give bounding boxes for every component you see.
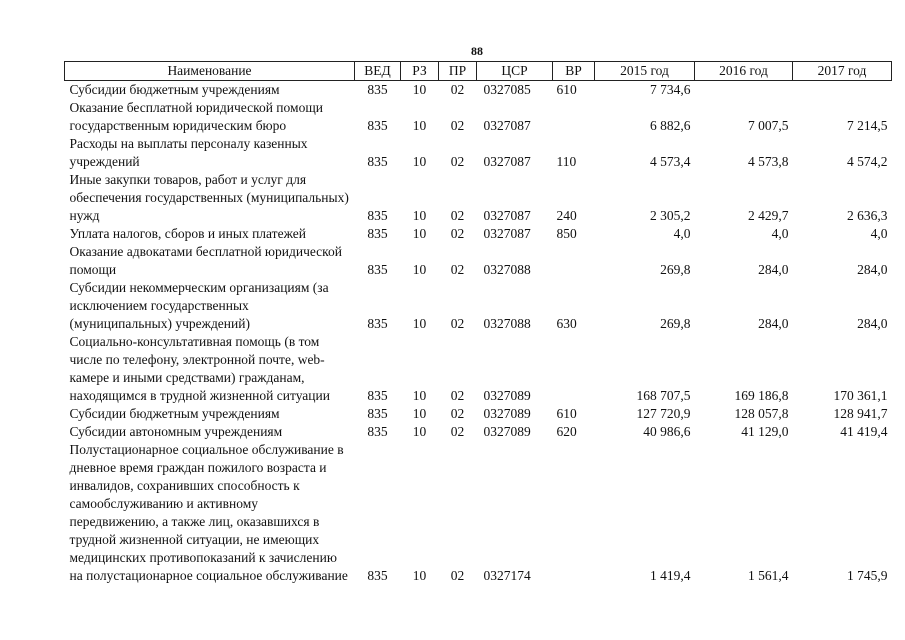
row-vr: 610	[556, 82, 577, 97]
table-row	[65, 135, 892, 171]
row-2016: 41 129,0	[741, 424, 789, 439]
row-ved: 835	[367, 568, 388, 583]
row-name: Субсидии автономным учреждениям	[69, 424, 283, 439]
row-ved: 835	[367, 316, 388, 331]
row-2015: 4,0	[673, 226, 691, 241]
header-2016: 2016 год	[695, 62, 793, 81]
table-row	[65, 171, 892, 225]
row-name: Социально-консультативная помощь (в том числе по телефону, электронной почте, web-камере и иными средствами) гражданам, находящимся в трудной жизненной ситуации	[69, 334, 330, 403]
row-2015: 2 305,2	[650, 208, 691, 223]
row-ved: 835	[367, 406, 388, 421]
row-2017: 4 574,2	[847, 154, 888, 169]
row-pr: 02	[450, 154, 465, 169]
row-name: Субсидии бюджетным учреждениям	[69, 82, 280, 97]
row-2017: 2 636,3	[847, 208, 888, 223]
row-2016	[695, 81, 793, 100]
row-pr: 02	[450, 118, 465, 133]
row-pr: 02	[450, 82, 465, 97]
header-name: Наименование	[65, 62, 355, 81]
row-2015: 269,8	[660, 262, 691, 277]
row-2015: 168 707,5	[636, 388, 691, 403]
row-vr: 110	[556, 154, 577, 169]
row-vr: 850	[556, 226, 577, 241]
row-2017	[793, 81, 892, 100]
table-row	[65, 279, 892, 333]
row-csr: 0327088	[483, 262, 531, 277]
header-pr: ПР	[439, 62, 477, 81]
row-2017: 7 214,5	[847, 118, 888, 133]
row-name: Оказание адвокатами бесплатной юридической помощи	[69, 244, 343, 277]
header-2015: 2015 год	[595, 62, 695, 81]
row-pr: 02	[450, 316, 465, 331]
row-2015: 127 720,9	[636, 406, 691, 421]
row-rz: 10	[412, 118, 427, 133]
row-csr: 0327174	[483, 568, 531, 583]
row-csr: 0327088	[483, 316, 531, 331]
row-2017: 128 941,7	[833, 406, 888, 421]
row-rz: 10	[412, 262, 427, 277]
table-row	[65, 441, 892, 585]
row-name: Субсидии некоммерческим организациям (за исключением государственных (муниципальных) учреждений)	[69, 280, 329, 331]
row-2016: 2 429,7	[748, 208, 789, 223]
table-body	[65, 81, 892, 586]
row-csr: 0327087	[483, 154, 531, 169]
row-rz: 10	[412, 424, 427, 439]
page-number: 88	[471, 44, 483, 58]
row-csr: 0327087	[483, 118, 531, 133]
row-ved: 835	[367, 424, 388, 439]
row-pr: 02	[450, 262, 465, 277]
row-pr: 02	[450, 226, 465, 241]
row-2015: 4 573,4	[650, 154, 691, 169]
row-rz: 10	[412, 208, 427, 223]
row-name: Иные закупки товаров, работ и услуг для обеспечения государственных (муниципальных) нужд	[69, 172, 349, 223]
table-row	[65, 243, 892, 279]
row-pr: 02	[450, 388, 465, 403]
row-vr: 620	[556, 424, 577, 439]
row-ved: 835	[367, 118, 388, 133]
row-name: Оказание бесплатной юридической помощи государственным юридическим бюро	[69, 100, 323, 133]
row-csr: 0327089	[483, 406, 531, 421]
row-vr	[553, 99, 595, 135]
header-ved: ВЕД	[355, 62, 401, 81]
table-row	[65, 405, 892, 423]
row-2017: 284,0	[857, 316, 888, 331]
row-2017: 284,0	[857, 262, 888, 277]
row-name: Полустационарное социальное обслуживание в дневное время граждан пожилого возраста и инвалидов, сохранивших способность к самообслуживанию и активному передвижению, а также лиц, оказавшихся в трудной жизненной ситуации, не имеющих медицинских противопоказаний к зачислению на полустационарное социальное обслуживание	[69, 442, 348, 583]
row-rz: 10	[412, 568, 427, 583]
row-2015: 7 734,6	[650, 82, 691, 97]
row-2015: 6 882,6	[650, 118, 691, 133]
header-vr: ВР	[553, 62, 595, 81]
row-2017: 170 361,1	[833, 388, 888, 403]
table-row	[65, 81, 892, 100]
row-vr: 610	[556, 406, 577, 421]
row-2016: 284,0	[758, 262, 789, 277]
row-ved: 835	[367, 82, 388, 97]
row-2016: 169 186,8	[734, 388, 789, 403]
row-2016: 7 007,5	[748, 118, 789, 133]
row-vr	[553, 243, 595, 279]
table-header	[65, 62, 892, 81]
row-vr: 630	[556, 316, 577, 331]
row-2016: 284,0	[758, 316, 789, 331]
row-csr: 0327085	[483, 82, 531, 97]
row-2016: 4,0	[771, 226, 789, 241]
row-2017: 1 745,9	[847, 568, 888, 583]
header-csr: ЦСР	[477, 62, 553, 81]
row-2015: 40 986,6	[643, 424, 691, 439]
row-2016: 4 573,8	[748, 154, 789, 169]
header-rz: РЗ	[401, 62, 439, 81]
row-pr: 02	[450, 406, 465, 421]
row-rz: 10	[412, 154, 427, 169]
row-2016: 128 057,8	[734, 406, 789, 421]
row-csr: 0327087	[483, 226, 531, 241]
row-rz: 10	[412, 316, 427, 331]
row-vr: 240	[556, 208, 577, 223]
row-pr: 02	[450, 424, 465, 439]
table-row	[65, 423, 892, 441]
row-2015: 269,8	[660, 316, 691, 331]
row-vr	[553, 441, 595, 585]
row-2017: 4,0	[870, 226, 888, 241]
row-csr: 0327089	[483, 388, 531, 403]
table-row	[65, 225, 892, 243]
row-ved: 835	[367, 226, 388, 241]
row-ved: 835	[367, 262, 388, 277]
row-csr: 0327087	[483, 208, 531, 223]
row-rz: 10	[412, 388, 427, 403]
row-2016: 1 561,4	[748, 568, 789, 583]
row-pr: 02	[450, 568, 465, 583]
row-name: Расходы на выплаты персоналу казенных учреждений	[69, 136, 308, 169]
row-rz: 10	[412, 82, 427, 97]
row-ved: 835	[367, 208, 388, 223]
table-row	[65, 99, 892, 135]
row-rz: 10	[412, 406, 427, 421]
row-ved: 835	[367, 154, 388, 169]
row-vr	[553, 333, 595, 405]
row-name: Субсидии бюджетным учреждениям	[69, 406, 280, 421]
budget-table	[64, 61, 892, 585]
row-2017: 41 419,4	[840, 424, 888, 439]
row-name: Уплата налогов, сборов и иных платежей	[69, 226, 306, 241]
table-row	[65, 333, 892, 405]
row-csr: 0327089	[483, 424, 531, 439]
row-rz: 10	[412, 226, 427, 241]
row-2015: 1 419,4	[650, 568, 691, 583]
row-ved: 835	[367, 388, 388, 403]
row-pr: 02	[450, 208, 465, 223]
header-2017: 2017 год	[793, 62, 892, 81]
